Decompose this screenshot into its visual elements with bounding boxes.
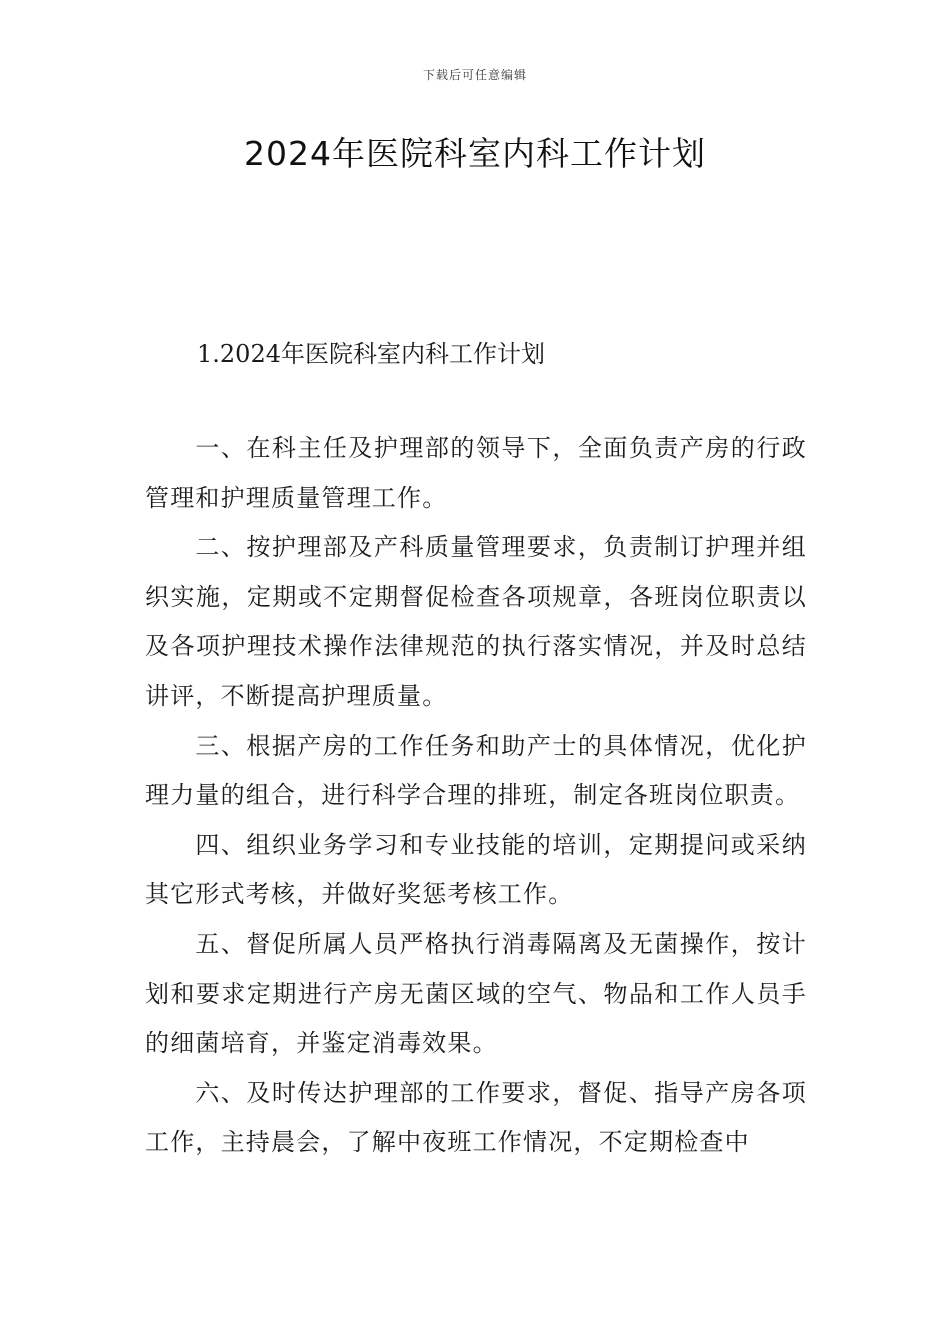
- paragraph-3: 三、根据产房的工作任务和助产士的具体情况，优化护理力量的组合，进行科学合理的排班，制定各班岗位职责。: [145, 731, 807, 810]
- paragraph-2: 二、按护理部及产科质量管理要求，负责制订护理并组织实施，定期或不定期督促检查各项规章，各班岗位职责以及各项护理技术操作法律规范的执行落实情况，并及时总结讲评，不断提高护理质量。: [145, 533, 807, 710]
- paragraph-1: 一、在科主任及护理部的领导下，全面负责产房的行政管理和护理质量管理工作。: [145, 434, 807, 512]
- paragraph-5: 五、督促所属人员严格执行消毒隔离及无菌操作，按计划和要求定期进行产房无菌区域的空气、物品和工作人员手的细菌培育，并鉴定消毒效果。: [145, 929, 807, 1058]
- section-heading: 1.2024年医院科室内科工作计划: [197, 340, 545, 368]
- document-title: 2024年医院科室内科工作计划: [244, 134, 706, 173]
- document-body: [145, 424, 807, 1168]
- header-note: 下载后可任意编辑: [422, 68, 527, 82]
- paragraph-6: 六、及时传达护理部的工作要求，督促、指导产房各项工作，主持晨会，了解中夜班工作情况，不定期检查中: [145, 1078, 807, 1157]
- paragraph-4: 四、组织业务学习和专业技能的培训，定期提问或采纳其它形式考核，并做好奖惩考核工作。: [145, 830, 807, 909]
